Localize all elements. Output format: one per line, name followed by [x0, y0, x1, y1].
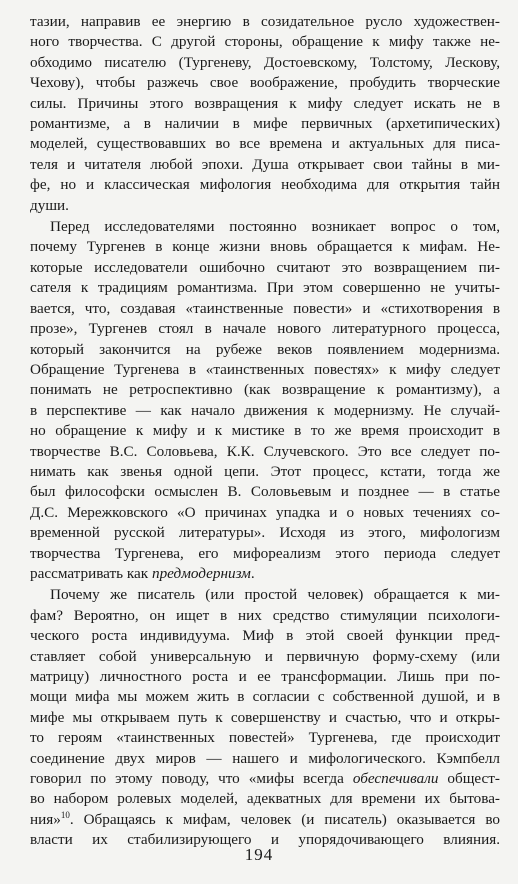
- text-line: фам? Вероятно, он ищет в них средство стимуляции психологи-: [30, 606, 500, 624]
- text-line: моделей, существовавших во все времена и актуальных для писа-: [30, 135, 500, 153]
- text-line: [30, 564, 500, 584]
- text-line: Обращение Тургенева в «таинственных повестях» к мифу следует: [30, 360, 500, 378]
- text-line: творчестве В.С. Соловьева, К.К. Случевского. Это все следует по-: [30, 442, 500, 460]
- text-line: почему Тургенев в конце жизни вновь обращается к мифам. Не-: [30, 238, 500, 256]
- paragraph-3: [30, 585, 500, 850]
- text-line: мифе мы открываем путь к совершенству и счастью, что и откры-: [30, 708, 500, 726]
- text-line: тазии, направив ее энергию в созидательное русло художествен-: [30, 13, 500, 30]
- text-run: рассматривать как: [30, 564, 152, 582]
- text-line: Д.С. Мережковского «О причинах упадка и о новых течениях со-: [30, 503, 500, 521]
- text-line: [30, 810, 500, 830]
- text-line: ного творчества. С другой стороны, обращение к мифу также не-: [30, 33, 500, 51]
- text-line: фе, но и классическая мифология необходима для открытия тайн: [30, 176, 500, 194]
- text-line: мощи мифа мы можем жить в согласии с собственной душой, и в: [30, 688, 500, 706]
- emphasis-text: предмодернизм: [151, 564, 251, 582]
- text-line: Чехову), чтобы разжечь свое воображение, пробудить творческие: [30, 74, 500, 92]
- text-run: ния»: [30, 810, 61, 828]
- footnote-reference: 10: [60, 809, 70, 820]
- text-line: прозе», Тургенев стоял в начале нового литературного процесса,: [30, 320, 500, 338]
- page-number: 194: [244, 845, 274, 864]
- text-line: временной русской литературы». Исходя из этого, мифологизм: [30, 524, 500, 542]
- text-line: обходимо писателю (Тургеневу, Достоевскому, Толстому, Лескову,: [30, 53, 500, 71]
- text-line: [30, 769, 500, 789]
- text-line: нимать как звенья одной цепи. Этот процесс, кстати, тогда же: [30, 462, 500, 480]
- text-line: творчества Тургенева, его мифореализм этого периода следует: [30, 544, 500, 562]
- text-run: говорил по этому поводу, что «мифы всегда: [30, 770, 353, 788]
- paragraph-2: [30, 217, 500, 584]
- text-line: теля и читателя любой эпохи. Душа открывает свои тайны в ми-: [30, 155, 500, 173]
- text-run: .: [250, 564, 255, 582]
- text-line: был философски осмыслен В. Соловьевым и позднее — в статье: [30, 483, 500, 501]
- text-line: власти их стабилизирующего и упорядочивающего влияния.: [30, 831, 500, 849]
- text-run: общест-: [438, 770, 500, 788]
- text-line: во набором ролевых моделей, адекватных для времени их бытова-: [30, 790, 500, 808]
- text-line: которые исследователи ошибочно считают это возвращением пи-: [30, 258, 500, 276]
- text-line: силы. Причины этого возвращения к мифу следует искать не в: [30, 94, 500, 112]
- text-line: сателя к традициям романтизма. При этом совершенно не учиты-: [30, 279, 500, 297]
- paragraph-1: [30, 12, 500, 216]
- text-line: Почему же писатель (или простой человек) обращается к ми-: [50, 586, 500, 604]
- text-line: души.: [30, 196, 69, 214]
- text-line: но обращение к мифу и к мистике в то же время происходит в: [30, 422, 500, 440]
- body-text: [30, 12, 500, 852]
- text-line: понимать не ретроспективно (как возвращение к романтизму), а: [30, 381, 500, 399]
- text-line: матрицу) личностного роста и ее трансформации. Лишь при по-: [30, 668, 500, 685]
- text-line: который закончится на рубеже веков появлением модернизма.: [30, 340, 500, 358]
- text-line: ставляет собой универсальную и первичную форму-схему (или: [30, 647, 500, 665]
- text-line: соединение двух миров — нашего и мифологического. Кэмпбелл: [30, 749, 500, 767]
- emphasis-text: обеспечивали: [352, 770, 439, 788]
- text-line: Перед исследователями постоянно возникает вопрос о том,: [50, 218, 500, 236]
- text-line: романтизме, а в наличии в мифе первичных (архетипических): [30, 115, 500, 133]
- text-run: . Обращаясь к мифам, человек (и писатель) оказывается во: [69, 810, 500, 828]
- text-line: в перспективе — как начало движения к модернизму. Не случай-: [30, 401, 500, 419]
- text-line: ческого роста индивидуума. Миф в этой своей функции пред-: [30, 627, 500, 645]
- text-line: то героям «таинственных повестей» Тургенева, где происходит: [30, 729, 500, 747]
- text-line: вается, что, создавая «таинственные повести» и «стихотворения в: [30, 299, 500, 317]
